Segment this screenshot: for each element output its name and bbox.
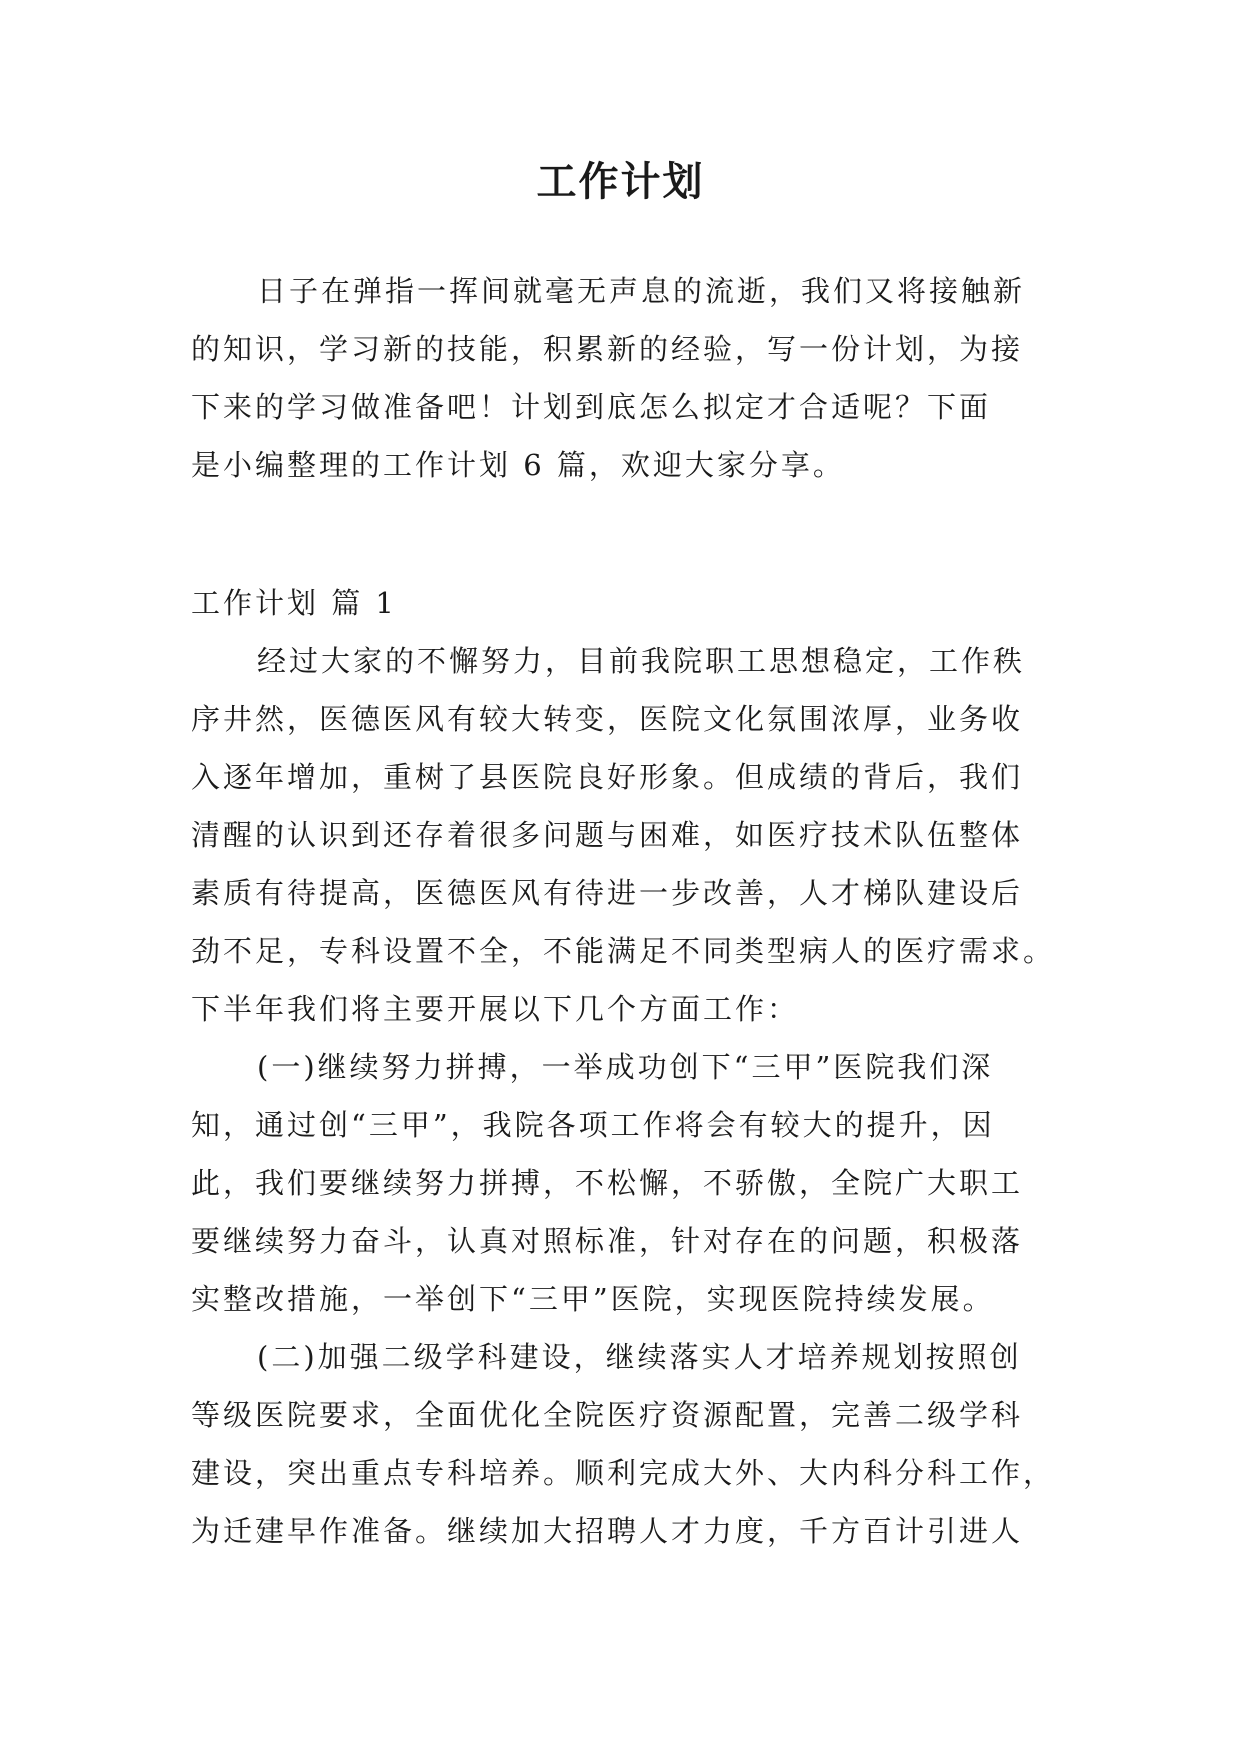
body-line: 素质有待提高，医德医风有待进一步改善，人才梯队建设后	[191, 876, 1024, 910]
body-line: 实整改措施，一举创下“三甲”医院，实现医院持续发展。	[191, 1282, 995, 1316]
document-title: 工作计划	[536, 158, 705, 205]
intro-line: 是小编整理的工作计划 6 篇，欢迎大家分享。	[191, 448, 845, 482]
body-line: 下半年我们将主要开展以下几个方面工作：	[191, 992, 800, 1026]
body-line: (一)继续努力拼搏，一举成功创下“三甲”医院我们深	[257, 1050, 994, 1084]
body-line: 清醒的认识到还存着很多问题与困难，如医疗技术队伍整体	[191, 818, 1024, 852]
intro-line: 下来的学习做准备吧！计划到底怎么拟定才合适呢？下面	[191, 390, 992, 424]
intro-line: 日子在弹指一挥间就毫无声息的流逝，我们又将接触新	[257, 274, 1026, 308]
body-line: 序井然，医德医风有较大转变，医院文化氛围浓厚，业务收	[191, 702, 1024, 736]
intro-paragraph	[191, 262, 1051, 494]
body-line: 此，我们要继续努力拼搏，不松懈，不骄傲，全院广大职工	[191, 1166, 1024, 1200]
body-line: 知，通过创“三甲”，我院各项工作将会有较大的提升，因	[191, 1108, 995, 1142]
body-line: 为迁建早作准备。继续加大招聘人才力度，千方百计引进人	[191, 1514, 1024, 1548]
body-line: 等级医院要求，全面优化全院医疗资源配置，完善二级学科	[191, 1398, 1024, 1432]
body-line: 建设，突出重点专科培养。顺利完成大外、大内科分科工作，	[191, 1456, 1056, 1490]
intro-line: 的知识，学习新的技能，积累新的经验，写一份计划，为接	[191, 332, 1024, 366]
section-body	[191, 632, 1056, 1560]
body-line: (二)加强二级学科建设，继续落实人才培养规划按照创	[257, 1340, 1022, 1374]
body-line: 入逐年增加，重树了县医院良好形象。但成绩的背后，我们	[191, 760, 1024, 794]
body-line: 劲不足，专科设置不全，不能满足不同类型病人的医疗需求。	[191, 934, 1056, 968]
body-line: 经过大家的不懈努力，目前我院职工思想稳定，工作秩	[257, 644, 1026, 678]
body-line: 要继续努力奋斗，认真对照标准，针对存在的问题，积极落	[191, 1224, 1024, 1258]
section-heading: 工作计划 篇 1	[191, 586, 397, 620]
